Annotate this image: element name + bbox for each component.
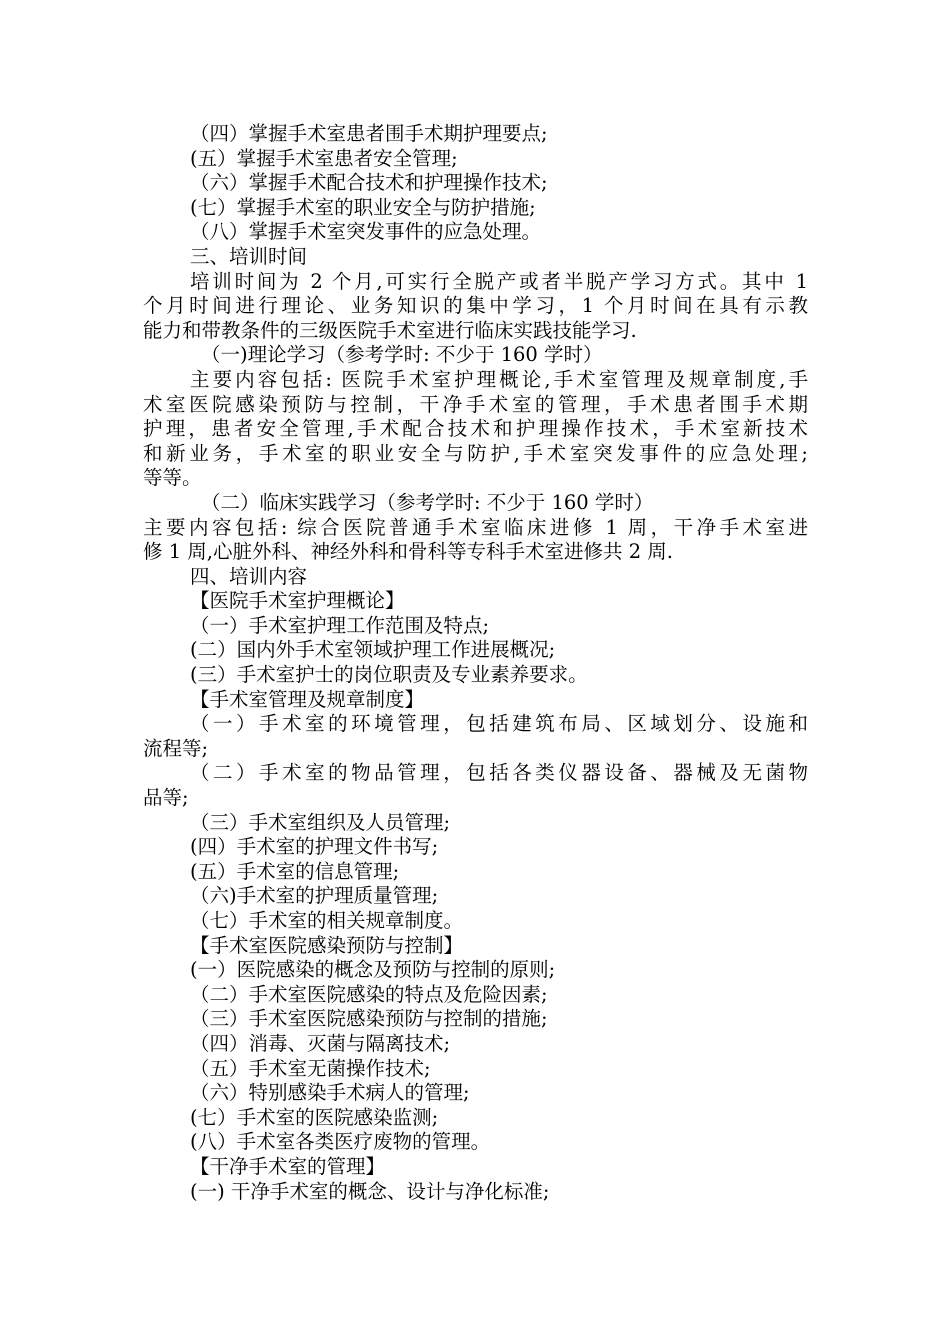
text-line: 能力和带教条件的三级医院手术室进行临床实践技能学习. (143, 318, 637, 342)
text-line: （四）消毒、灭菌与隔离技术; (190, 1031, 451, 1055)
section-heading: 四、培训内容 (190, 564, 308, 588)
text-line: （八）掌握手术室突发事件的应急处理。 (190, 220, 542, 244)
text-line: 护理，患者安全管理,手术配合技术和护理操作技术，手术室新技术 (143, 417, 808, 441)
text-line: (八）手术室各类医疗废物的管理。 (190, 1130, 491, 1154)
subsection-heading: （一)理论学习（参考学时: 不少于 160 学时） (201, 343, 603, 367)
text-line: （七）手术室的相关规章制度。 (190, 909, 464, 932)
text-line: （一）手术室的环境管理，包括建筑布局、区域划分、设施和 (190, 712, 808, 736)
text-line: (七）掌握手术室的职业安全与防护措施; (190, 195, 536, 219)
text-line: (七）手术室的医院感染监测; (190, 1105, 439, 1129)
text-line: （三）手术室组织及人员管理; (190, 810, 451, 834)
text-line: 术室医院感染预防与控制，干净手术室的管理，手术患者围手术期 (143, 392, 808, 416)
text-line: 品等; (143, 786, 189, 810)
text-line: (二）国内外手术室领域护理工作进展概况; (190, 638, 556, 662)
topic-heading: 【干净手术室的管理】 (190, 1154, 386, 1178)
text-line: （二）手术室的物品管理，包括各类仪器设备、器械及无菌物 (190, 761, 808, 785)
text-line: （五）手术室无菌操作技术; (190, 1056, 431, 1080)
text-line: 等等。 (143, 466, 202, 490)
text-line: （一）手术室护理工作范围及特点; (190, 613, 490, 637)
text-line: (五）掌握手术室患者安全管理; (190, 146, 458, 170)
text-line: 个月时间进行理论、业务知识的集中学习，1 个月时间在具有示教 (143, 294, 808, 318)
topic-heading: 【手术室医院感染预防与控制】 (190, 933, 464, 957)
text-line: （六）特别感染手术病人的管理; (190, 1081, 470, 1105)
document-body (143, 122, 808, 1204)
text-line: （六)手术室的护理质量管理; (190, 884, 439, 908)
subsection-heading: （二）临床实践学习（参考学时: 不少于 160 学时） (201, 490, 654, 514)
text-line: （六）掌握手术配合技术和护理操作技术; (190, 171, 548, 195)
topic-heading: 【医院手术室护理概论】 (190, 589, 405, 613)
text-line: (一）医院感染的概念及预防与控制的原则; (190, 958, 556, 982)
text-line: (四）手术室的护理文件书写; (190, 835, 439, 859)
text-line: （二）手术室医院感染的特点及危险因素; (190, 982, 548, 1006)
text-line: (三）手术室护士的岗位职责及专业素养要求。 (190, 663, 588, 687)
text-line: (五）手术室的信息管理; (190, 859, 400, 883)
text-line: 主要内容包括: 综合医院普通手术室临床进修 1 周，干净手术室进 (143, 515, 808, 539)
text-line: (一) 干净手术室的概念、设计与净化标准; (190, 1179, 550, 1203)
text-line: 培训时间为 2 个月,可实行全脱产或者半脱产学习方式。其中 1 (190, 269, 808, 293)
text-line: 流程等; (143, 736, 209, 760)
text-line: （三）手术室医院感染预防与控制的措施; (190, 1007, 548, 1031)
text-line: （四）掌握手术室患者围手术期护理要点; (190, 122, 548, 145)
text-line: 主要内容包括: 医院手术室护理概论,手术室管理及规章制度,手 (190, 367, 808, 391)
text-line: 修 1 周,心脏外科、神经外科和骨科等专科手术室进修共 2 周. (143, 540, 674, 564)
text-line: 和新业务，手术室的职业安全与防护,手术室突发事件的应急处理; (143, 441, 808, 465)
topic-heading: 【手术室管理及规章制度】 (190, 687, 425, 711)
section-heading: 三、培训时间 (190, 244, 308, 268)
